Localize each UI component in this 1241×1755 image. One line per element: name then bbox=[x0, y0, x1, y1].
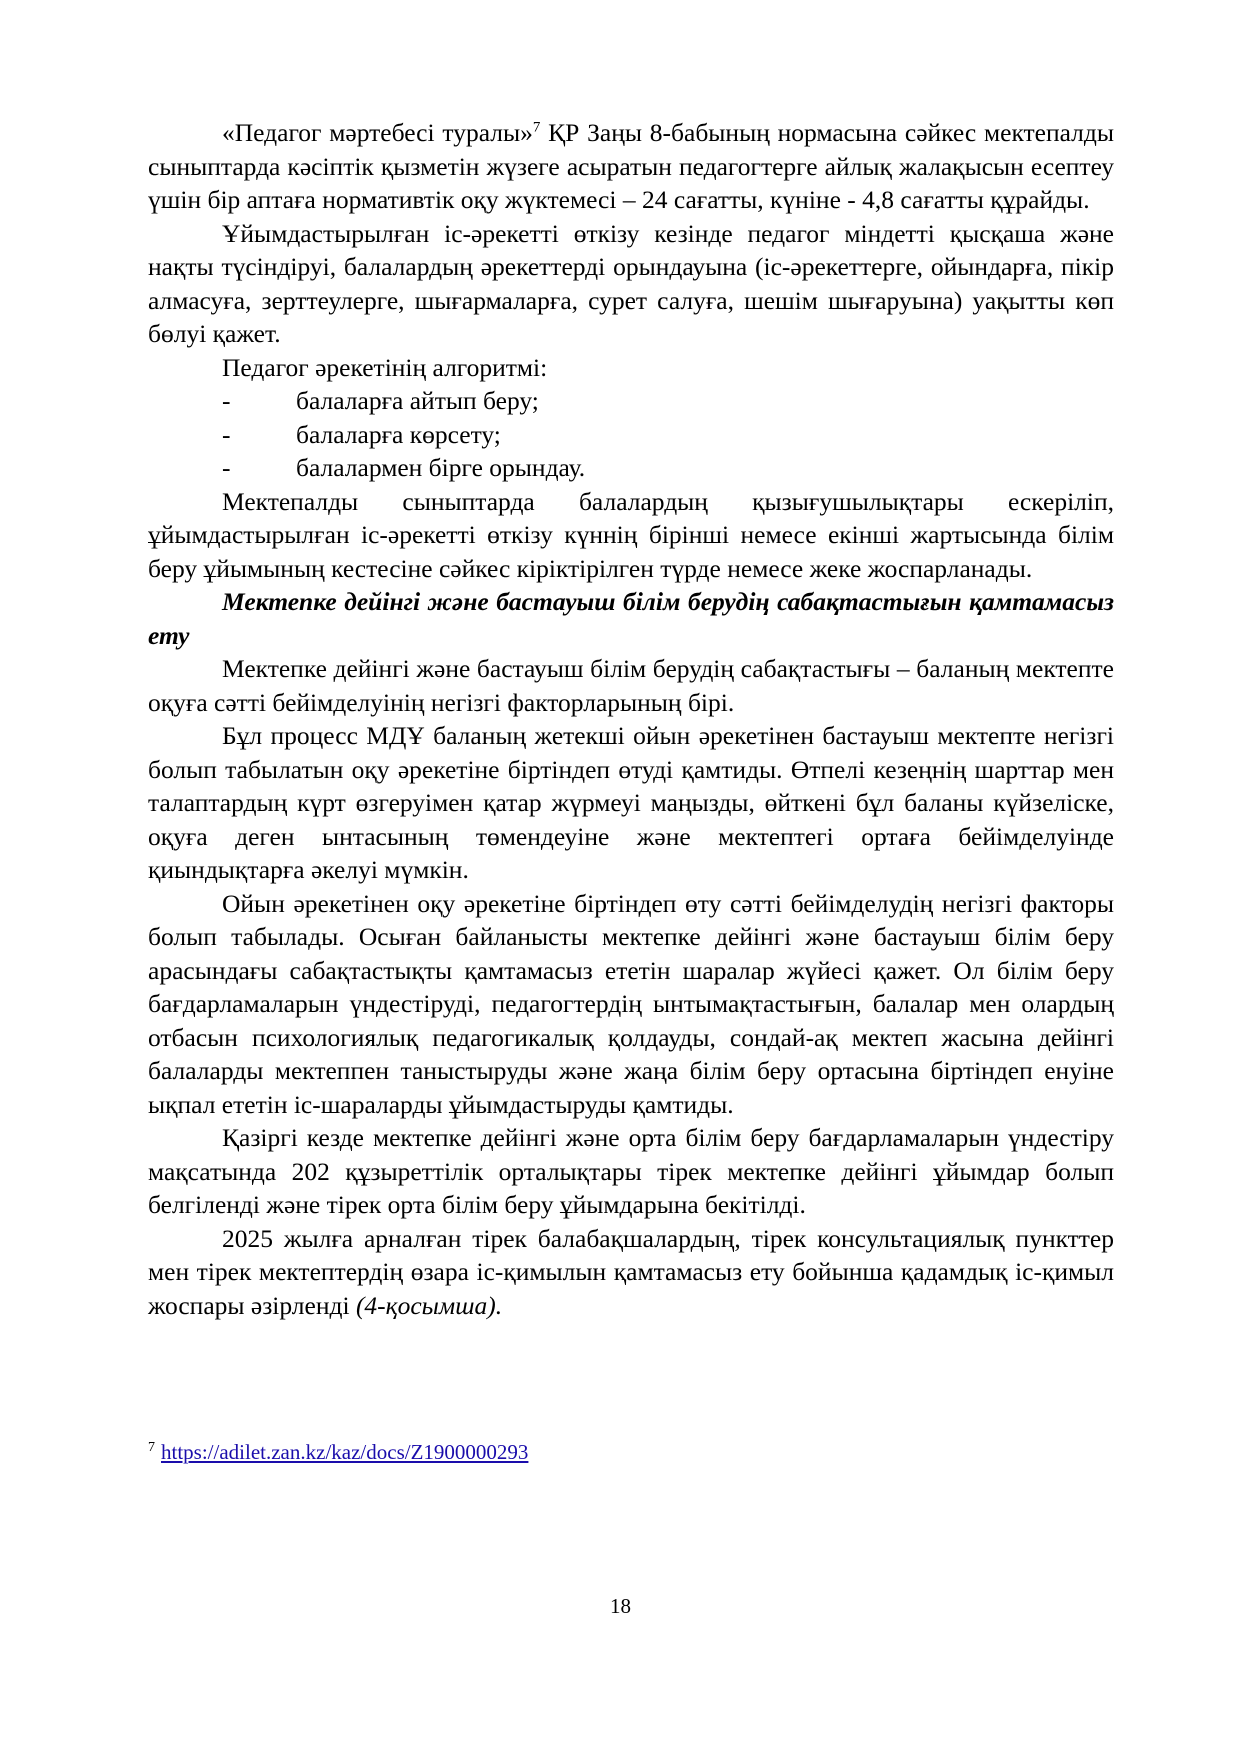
list-item-text: балалармен бірге орындау. bbox=[296, 453, 586, 482]
paragraph-continuity-definition: Мектепке дейінгі және бастауыш білім берудің сабақтастығы – баланың мектепте оқуға сәтті бейімделуінің негізгі факторларының бірі. bbox=[148, 654, 1114, 717]
law-title-text: «Педагог мәртебесі туралы» bbox=[222, 118, 533, 147]
paragraph-law-norm bbox=[148, 116, 1114, 217]
paragraph-action-plan bbox=[148, 1222, 1114, 1323]
paragraph-transition-process: Бұл процесс МДҰ баланың жетекші ойын әрекетінен бастауыш мектепте негізгі болып табылатын оқу әрекетіне біртіндеп өтуді қамтиды. Өтпелі кезеңнің шарттар мен талаптардың күрт өзгеруімен қатар жүрмеуі маңызды, өйткені бұл баланы күйзеліске, оқуға деген ынтасының төмендеуіне және мектептегі ортаға бейімделуінде қиындықтарға әкелуі мүмкін. bbox=[148, 721, 1114, 884]
footnote-link[interactable]: https://adilet.zan.kz/kaz/docs/Z1900000293 bbox=[161, 1440, 529, 1464]
paragraph-competence-centers: Қазіргі кезде мектепке дейінгі және орта білім беру бағдарламаларын үндестіру мақсатында 202 құзыреттілік орталықтары тірек мектепке дейінгі ұйымдар болып белгіленді және тірек орта білім беру ұйымдарына бекітілді. bbox=[148, 1123, 1114, 1219]
list-dash: - bbox=[222, 453, 231, 482]
section-heading: Мектепке дейінгі және бастауыш білім берудің сабақтастығын қамтамасыз ету bbox=[148, 587, 1114, 650]
page-number: 18 bbox=[610, 1594, 631, 1618]
appendix-reference: (4-қосымша). bbox=[355, 1290, 503, 1320]
list-item bbox=[148, 384, 1114, 418]
list-dash: - bbox=[222, 419, 231, 449]
list-dash: - bbox=[222, 386, 231, 415]
paragraph-organized-activity: Ұйымдастырылған іс-әрекетті өткізу кезінде педагог міндетті қысқаша және нақты түсіндіруі, балалардың әрекеттерді орындауына (іс-әрекеттерге, ойындарға, пікір алмасуға, зерттеулерге, шығармаларға, сурет салуға, шешім шығаруына) уақытты көп бөлуі қажет. bbox=[148, 218, 1114, 348]
document-body bbox=[148, 116, 1114, 1322]
list-item bbox=[148, 418, 1114, 452]
footnote-reference[interactable]: 7 bbox=[532, 119, 541, 136]
paragraph-adaptation-factors: Ойын әрекетінен оқу әрекетіне біртіндеп өту сәтті бейімделудің негізгі факторы болып табылады. Осыған байланысты мектепке дейінгі және бастауыш білім беру арасындағы сабақтастықты қамтамасыз ететін шаралар жүйесі қажет. Ол білім беру бағдарламаларын үндестіруді, педагогтердің ынтымақтастығын, балалар мен олардың отбасын психологиялық педагогикалық қолдауды, сондай-ақ мектеп жасына дейінгі балаларды мектеппен таныстыруды және жаңа білім беру ортасына біртіндеп енуіне ықпал ететін іс-шараларды ұйымдастыруды қамтиды. bbox=[148, 888, 1114, 1119]
footnote bbox=[148, 1438, 528, 1466]
list-item-text: балаларға көрсету; bbox=[296, 419, 501, 449]
law-norm-text: ҚР Заңы 8-бабының нормасына сәйкес мектепалды сыныптарда кәсіптік қызметін жүзеге асыратын педагогтерге айлық жалақысын есептеу үшін бір аптаға нормативтік оқу жүктемесі – 24 сағатты, күніне - 4,8 сағатты құрайды. bbox=[148, 118, 1114, 214]
paragraph-algorithm-intro: Педагог әрекетінің алгоритмі: bbox=[222, 352, 548, 382]
paragraph-preschool-classes: Мектепалды сыныптарда балалардың қызығушылықтары ескеріліп, ұйымдастырылған іс-әрекетті өткізу күннің бірінші немесе екінші жартысында білім беру ұйымының кестесіне сәйкес кіріктірілген түрде немесе жеке жоспарланады. bbox=[148, 486, 1114, 583]
list-item bbox=[148, 451, 1114, 485]
algorithm-list bbox=[148, 384, 1114, 485]
footnote-mark: 7 bbox=[148, 1440, 155, 1455]
action-plan-text: 2025 жылға арналған тірек балабақшалардың, тірек консультациялық пункттер мен тірек мектептердің өзара іс-қимылын қамтамасыз ету бойынша қадамдық іс-қимыл жоспары әзірленді bbox=[148, 1223, 1114, 1320]
list-item-text: балаларға айтып беру; bbox=[296, 386, 539, 415]
